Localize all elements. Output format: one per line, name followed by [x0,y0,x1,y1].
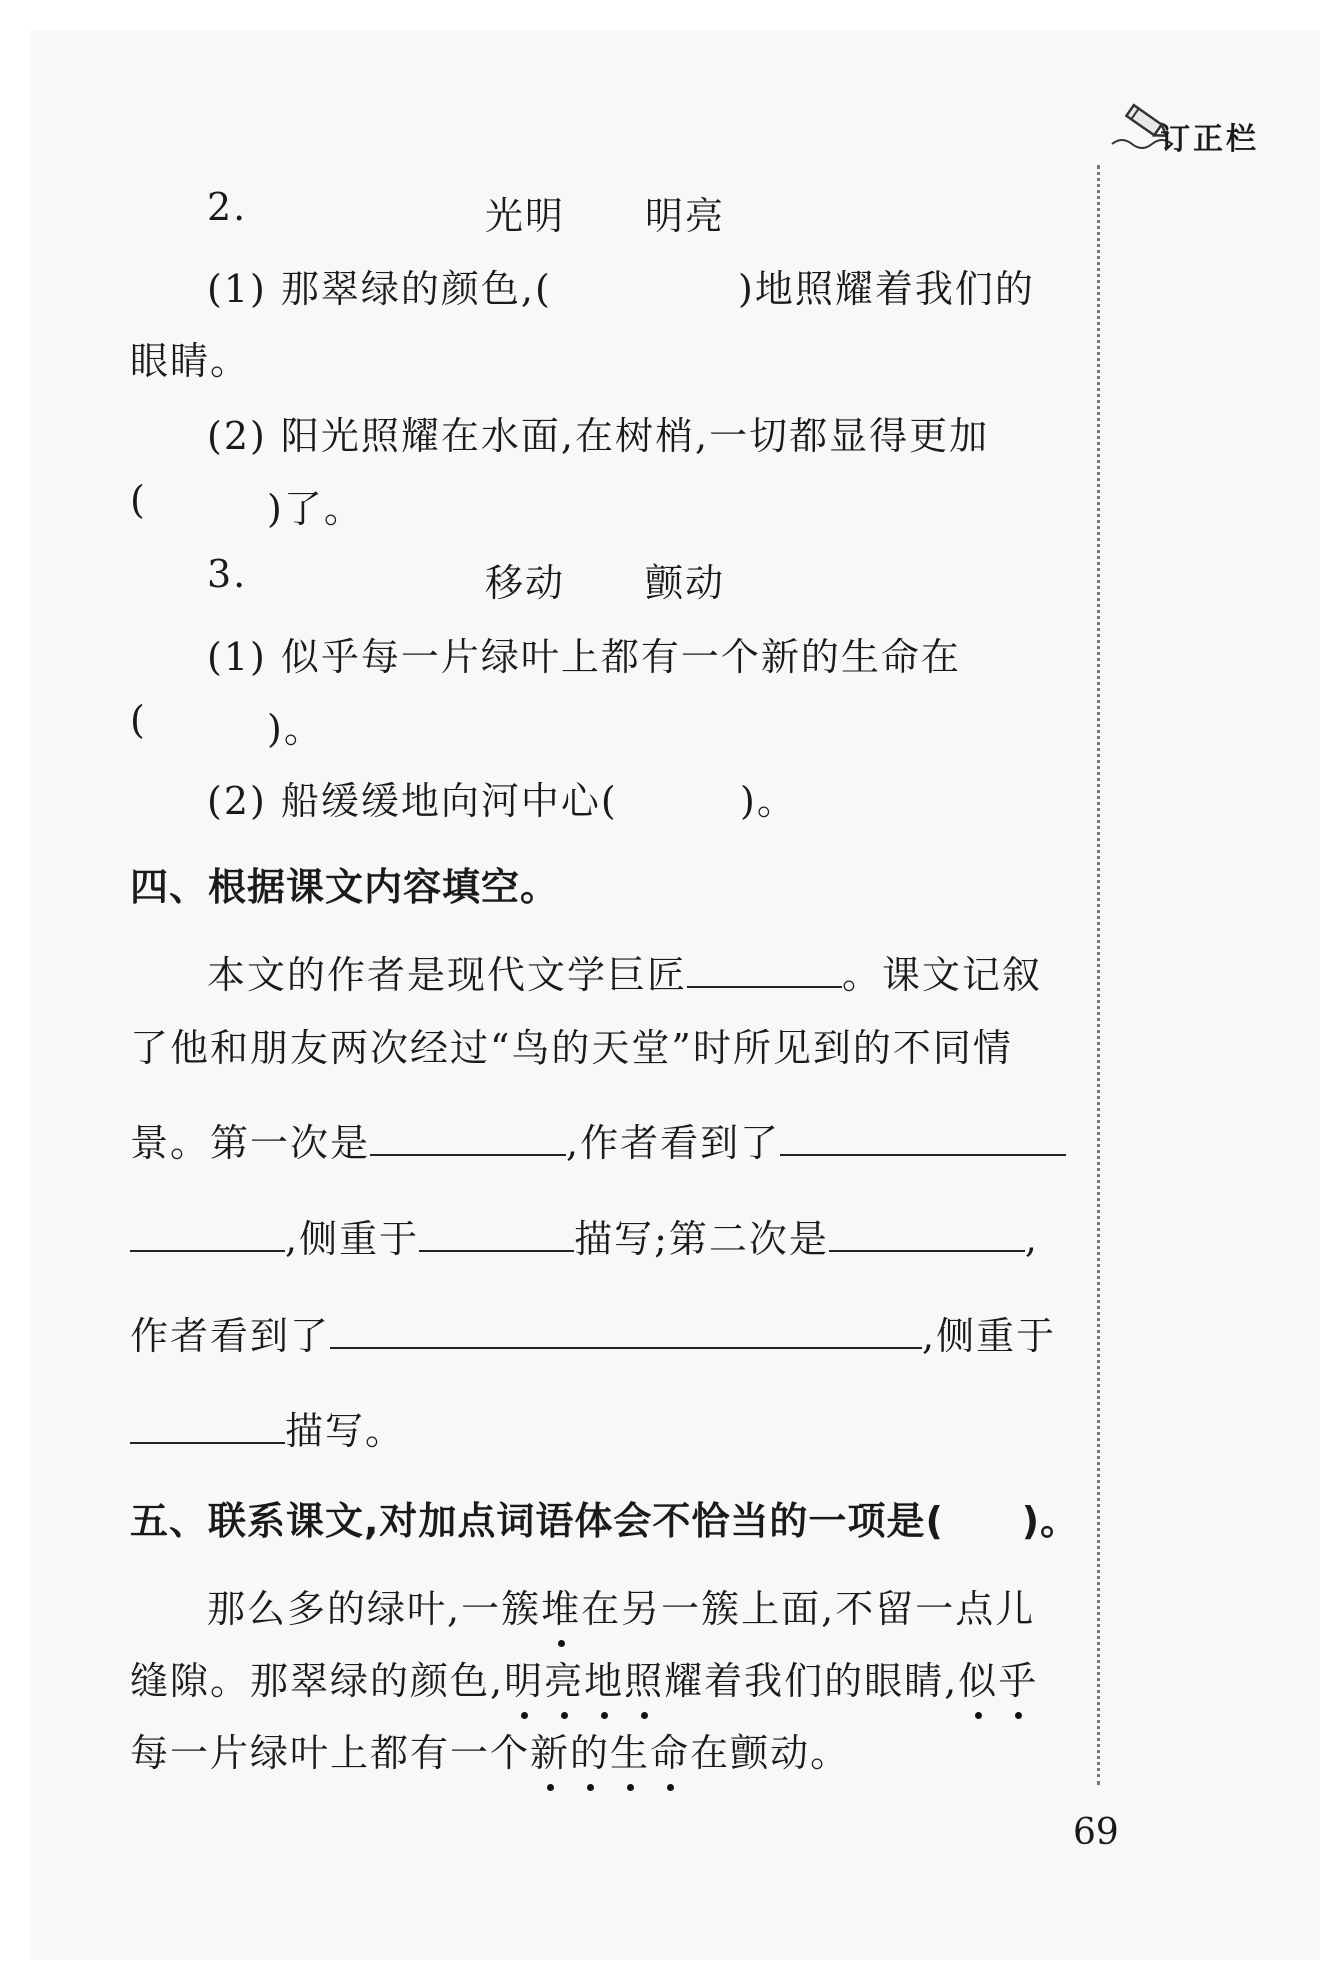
s5-line-3 [130,1722,850,1777]
s5-line-1-b: 在另一簇上面,不留一点儿 [581,1587,1036,1631]
s4-line-5 [130,1305,1056,1360]
author-blank[interactable] [687,952,842,988]
page-number: 69 [1073,1812,1119,1853]
s4-line-5-pre: 作者看到了 [130,1314,331,1358]
s5-line-2 [130,1650,1038,1705]
s4-line-6 [130,1400,405,1455]
s4-line-3 [130,1112,1066,1167]
s4-line-1 [207,944,1042,999]
correction-column-label: 订正栏 [1160,122,1259,157]
s5-line-1-a: 那么多的绿叶,一簇 [207,1587,542,1631]
dotted-word: 乎 [998,1650,1038,1705]
q2-word-1: 光明 [485,194,566,238]
s5-line-1 [207,1578,1035,1633]
s4-line-4 [130,1208,1039,1263]
s5-line-3-b: 在颤动。 [690,1731,851,1775]
dotted-word: 似 [958,1650,998,1705]
first-visit-time-blank[interactable] [370,1120,566,1156]
dotted-word: 生 [610,1722,650,1777]
q2-sentence-1-post: )地照耀着我们的 [738,267,1035,311]
s5-line-2-a: 缝隙。那翠绿的颜色, [130,1659,505,1703]
q3-sentence-2-pre: (2) 船缓缓地向河中心( [207,779,618,823]
s5-line-3-a: 每一片绿叶上都有一个 [130,1731,531,1775]
q3-sentence-2-post: )。 [740,779,797,823]
q2-sentence-2-close: )了。 [267,487,364,531]
section-5-heading: 五、联系课文,对加点词语体会不恰当的一项是( )。 [130,1499,1080,1543]
s4-line-4-end: , [1024,1217,1039,1261]
dotted-word: 新 [530,1722,570,1777]
q3-word-2: 颤动 [645,561,726,605]
s4-line-4-mid2: 描写;第二次是 [574,1217,829,1261]
dotted-word: 命 [650,1722,690,1777]
second-visit-scene-blank[interactable] [330,1313,922,1349]
q2-sentence-1-pre: (1) 那翠绿的颜色,( [207,267,552,311]
section-4-heading: 四、根据课文内容填空。 [130,865,560,909]
first-visit-focus-blank[interactable] [419,1216,574,1252]
correction-margin-divider [1097,165,1100,1785]
q2-sentence-1-line2: 眼睛。 [130,339,251,383]
s4-line-1-pre: 本文的作者是现代文学巨匠 [207,953,688,997]
q3-word-1: 移动 [485,561,566,605]
dotted-word: 地 [584,1650,624,1705]
s4-line-4-mid: ,侧重于 [285,1217,420,1261]
dotted-word: 明 [504,1650,544,1705]
second-visit-time-blank[interactable] [829,1216,1025,1252]
dotted-word: 亮 [544,1650,584,1705]
q2-sentence-2-line1: (2) 阳光照耀在水面,在树梢,一切都显得更加 [207,414,990,458]
first-visit-scene-blank-b[interactable] [130,1216,285,1252]
first-visit-scene-blank-a[interactable] [780,1120,1066,1156]
q3-sentence-1-open: ( [130,698,147,742]
dotted-word: 堆 [541,1578,581,1633]
s4-line-3-mid: ,作者看到了 [566,1121,781,1165]
second-visit-focus-blank[interactable] [130,1408,285,1444]
s4-line-2: 了他和朋友两次经过“鸟的天堂”时所见到的不同情 [130,1026,1013,1070]
q3-number: 3. [207,552,248,596]
q2-sentence-2-open: ( [130,478,147,522]
q3-sentence-1-close: )。 [267,707,324,751]
s4-line-5-post: ,侧重于 [922,1314,1057,1358]
q3-sentence-1-line1: (1) 似乎每一片绿叶上都有一个新的生命在 [207,635,961,679]
dotted-word: 的 [570,1722,610,1777]
s4-line-6-post: 描写。 [285,1409,406,1453]
q2-word-2: 明亮 [645,194,726,238]
dotted-word: 照 [624,1650,664,1705]
s5-line-2-b: 耀着我们的眼睛, [664,1659,959,1703]
s4-line-3-pre: 景。第一次是 [130,1121,371,1165]
s4-line-1-post: 。课文记叙 [842,953,1043,997]
q2-number: 2. [207,185,248,229]
